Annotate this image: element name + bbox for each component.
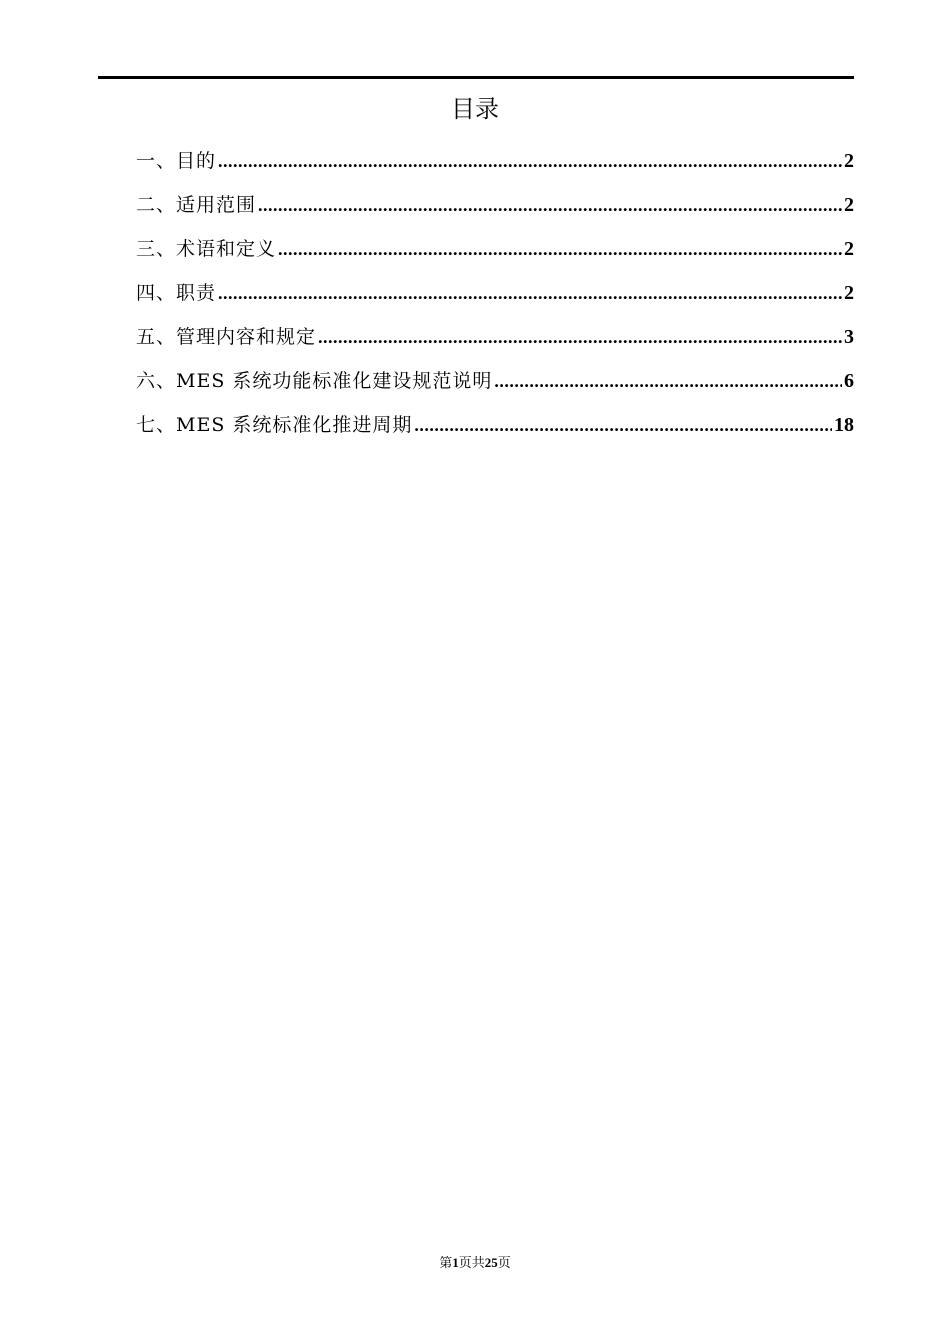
toc-entry-label: 七、MES 系统标准化推进周期 [136, 414, 413, 436]
toc-entry-responsibilities[interactable] [136, 278, 854, 322]
toc-entry-page: 3 [844, 326, 854, 348]
table-of-contents [136, 146, 854, 454]
toc-entry-label: 六、MES 系统功能标准化建设规范说明 [136, 370, 493, 392]
toc-entry-page: 2 [844, 238, 854, 260]
toc-entry-label: 一、目的 [136, 150, 217, 172]
toc-entry-page: 2 [844, 282, 854, 304]
toc-entry-management[interactable] [136, 322, 854, 366]
toc-dot-leader [494, 366, 842, 396]
toc-dot-leader [218, 278, 842, 308]
toc-dot-leader [218, 146, 842, 176]
header-rule [98, 76, 854, 79]
toc-entry-page: 18 [834, 414, 854, 436]
footer-prefix: 第 [439, 1255, 453, 1270]
toc-entry-label: 三、术语和定义 [136, 238, 277, 260]
toc-entry-mes-cycle[interactable] [136, 410, 854, 454]
toc-entry-label: 五、管理内容和规定 [136, 326, 317, 348]
toc-entry-mes-spec[interactable] [136, 366, 854, 410]
toc-entry-page: 2 [844, 150, 854, 172]
toc-title: 目录 [451, 95, 499, 123]
toc-entry-terms[interactable] [136, 234, 854, 278]
toc-dot-leader [318, 322, 842, 352]
toc-entry-page: 2 [844, 194, 854, 216]
toc-dot-leader [258, 190, 842, 220]
toc-entry-label: 四、职责 [136, 282, 217, 304]
footer-total-pages: 25 [484, 1255, 498, 1270]
toc-dot-leader [414, 410, 832, 440]
toc-entry-label: 二、适用范围 [136, 194, 257, 216]
toc-entry-purpose[interactable] [136, 146, 854, 190]
toc-entry-scope[interactable] [136, 190, 854, 234]
page-footer [0, 1254, 950, 1272]
toc-dot-leader [278, 234, 842, 264]
footer-current-page: 1 [452, 1255, 459, 1270]
toc-entry-page: 6 [844, 370, 854, 392]
footer-middle: 页共 [458, 1255, 485, 1270]
footer-suffix: 页 [497, 1255, 511, 1270]
